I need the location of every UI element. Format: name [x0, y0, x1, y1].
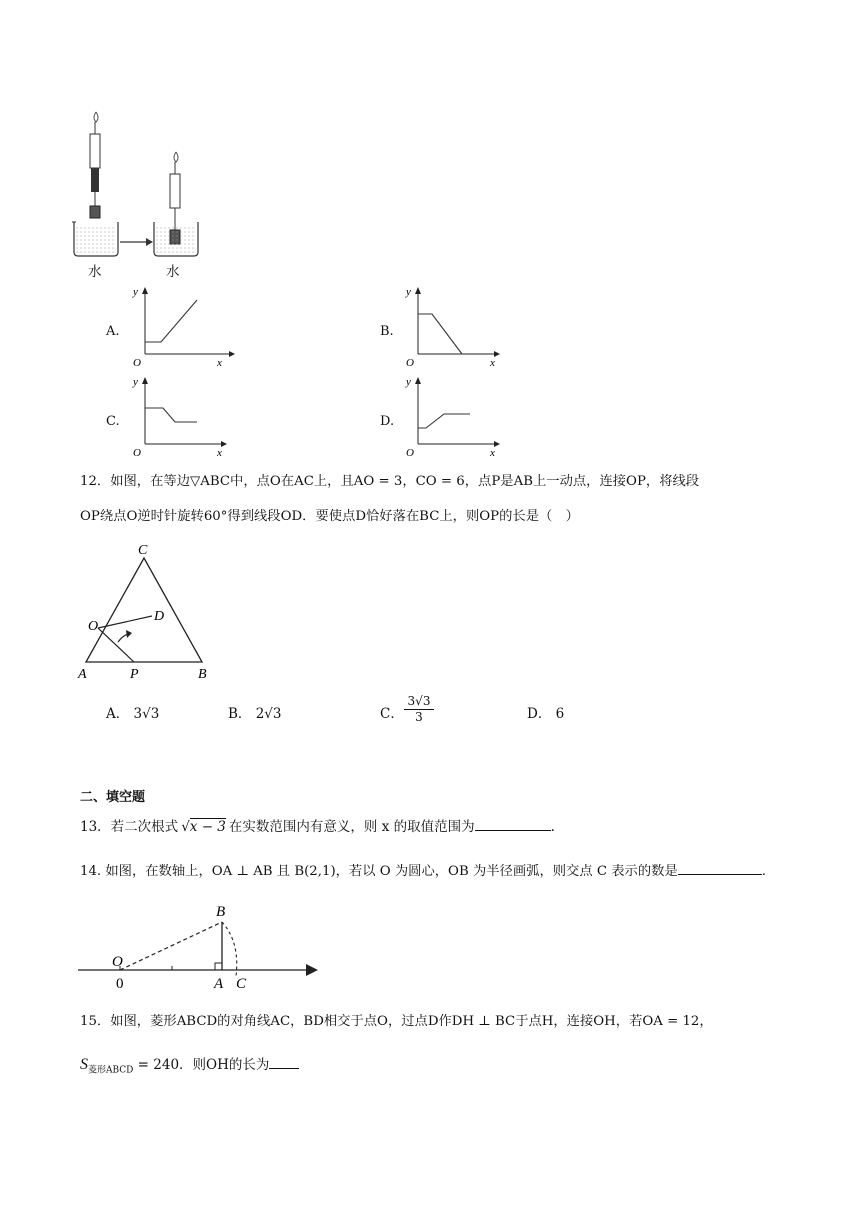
- q12-option-d-label: D．: [527, 706, 552, 722]
- option-a-axis-x: x: [217, 357, 222, 368]
- q12-option-a[interactable]: [106, 704, 159, 724]
- option-b-axis-x: x: [490, 357, 495, 368]
- q14-label-zero: 0: [116, 976, 124, 992]
- option-a-label[interactable]: A.: [106, 324, 120, 339]
- q13-line: [80, 816, 555, 837]
- q14-label-o: O: [112, 954, 123, 970]
- q12-option-b[interactable]: [228, 704, 282, 724]
- q15-line2: [80, 1054, 299, 1081]
- option-c-label[interactable]: C.: [106, 414, 120, 429]
- q13-radical: √x − 3: [181, 819, 226, 835]
- option-d-axis-x: x: [490, 447, 495, 458]
- q14-blank[interactable]: [678, 860, 762, 875]
- option-d-axis-y: y: [406, 376, 411, 388]
- q14-end: .: [761, 864, 766, 879]
- q13-end: .: [550, 819, 555, 835]
- q13-post: 在实数范围内有意义，则 x 的取值范围为: [228, 819, 475, 835]
- q12-label-b: B: [198, 667, 207, 682]
- option-c-axis-y: y: [133, 376, 138, 388]
- q14-number-line-figure: [74, 896, 324, 992]
- q12-option-c-numerator: 3√3: [404, 694, 434, 710]
- q12-option-b-value: 2√3: [255, 706, 282, 722]
- option-c-graph: [125, 374, 235, 458]
- q14-label-a: A: [214, 976, 224, 992]
- option-b-label[interactable]: B.: [380, 324, 394, 339]
- q12-option-c-fraction: [404, 694, 434, 725]
- q12-label-p: P: [130, 667, 139, 682]
- q14-text: 14. 如图，在数轴上，OA ⊥ AB 且 B(2,1)，若以 O 为圆心，OB 为半径画弧，则交点 C 表示的数是: [80, 864, 678, 879]
- option-c-axis-x: x: [217, 447, 222, 458]
- option-a-origin: O: [133, 357, 141, 368]
- option-b-graph: [398, 284, 508, 368]
- q14-line: [80, 860, 766, 882]
- q12-line2: OP绕点O逆时针旋转60°得到线段OD．要使点D恰好落在BC上，则OP的长是（ ）: [80, 509, 579, 524]
- q12-option-c-denominator: 3: [415, 710, 423, 724]
- q15-line2-text: = 240．则OH的长为: [133, 1057, 270, 1073]
- option-d-graph: [398, 374, 508, 458]
- section-title-fill-in: 二、填空题: [80, 790, 146, 805]
- q12-option-d-value: 6: [555, 706, 565, 722]
- q12-option-b-label: B．: [228, 706, 252, 722]
- q12-option-a-value: 3√3: [133, 706, 160, 722]
- option-b-origin: O: [406, 357, 414, 368]
- beaker-label-left: 水: [88, 264, 102, 280]
- q14-label-b: B: [216, 904, 226, 920]
- q12-option-c[interactable]: [380, 704, 404, 724]
- option-a-graph: [125, 284, 235, 368]
- option-a-axis-y: y: [133, 286, 138, 298]
- q13-pre: 13．若二次根式: [80, 819, 179, 835]
- q15-blank[interactable]: [269, 1054, 299, 1069]
- q12-option-a-label: A．: [106, 706, 130, 722]
- option-d-origin: O: [406, 447, 414, 458]
- beaker-label-right: 水: [166, 264, 180, 280]
- option-d-label[interactable]: D.: [380, 414, 395, 429]
- q12-line1: 12．如图，在等边▽ABC中，点O在AC上，且AO = 3，CO = 6，点P是AB上一动点，连接OP，将线段: [80, 474, 700, 489]
- q12-option-d[interactable]: [527, 704, 564, 724]
- q12-option-c-label: C．: [380, 706, 404, 722]
- q15-s: S: [80, 1056, 88, 1073]
- q12-label-d: D: [154, 609, 165, 624]
- q12-label-c: C: [138, 543, 148, 558]
- option-b-axis-y: y: [406, 286, 411, 298]
- q12-label-a: A: [78, 667, 87, 682]
- q14-label-c: C: [236, 976, 247, 992]
- q13-blank[interactable]: [475, 816, 551, 831]
- q12-label-o: O: [88, 619, 99, 634]
- q12-triangle-figure: [72, 538, 222, 682]
- q13-radicand: x − 3: [189, 819, 226, 835]
- experiment-figure: [68, 104, 218, 284]
- option-c-origin: O: [133, 447, 141, 458]
- q15-sub: 菱形ABCD: [88, 1065, 134, 1076]
- q15-line1: 15．如图，菱形ABCD的对角线AC，BD相交于点O，过点D作DH ⊥ BC于点H，连接OH，若OA = 12，: [80, 1014, 713, 1029]
